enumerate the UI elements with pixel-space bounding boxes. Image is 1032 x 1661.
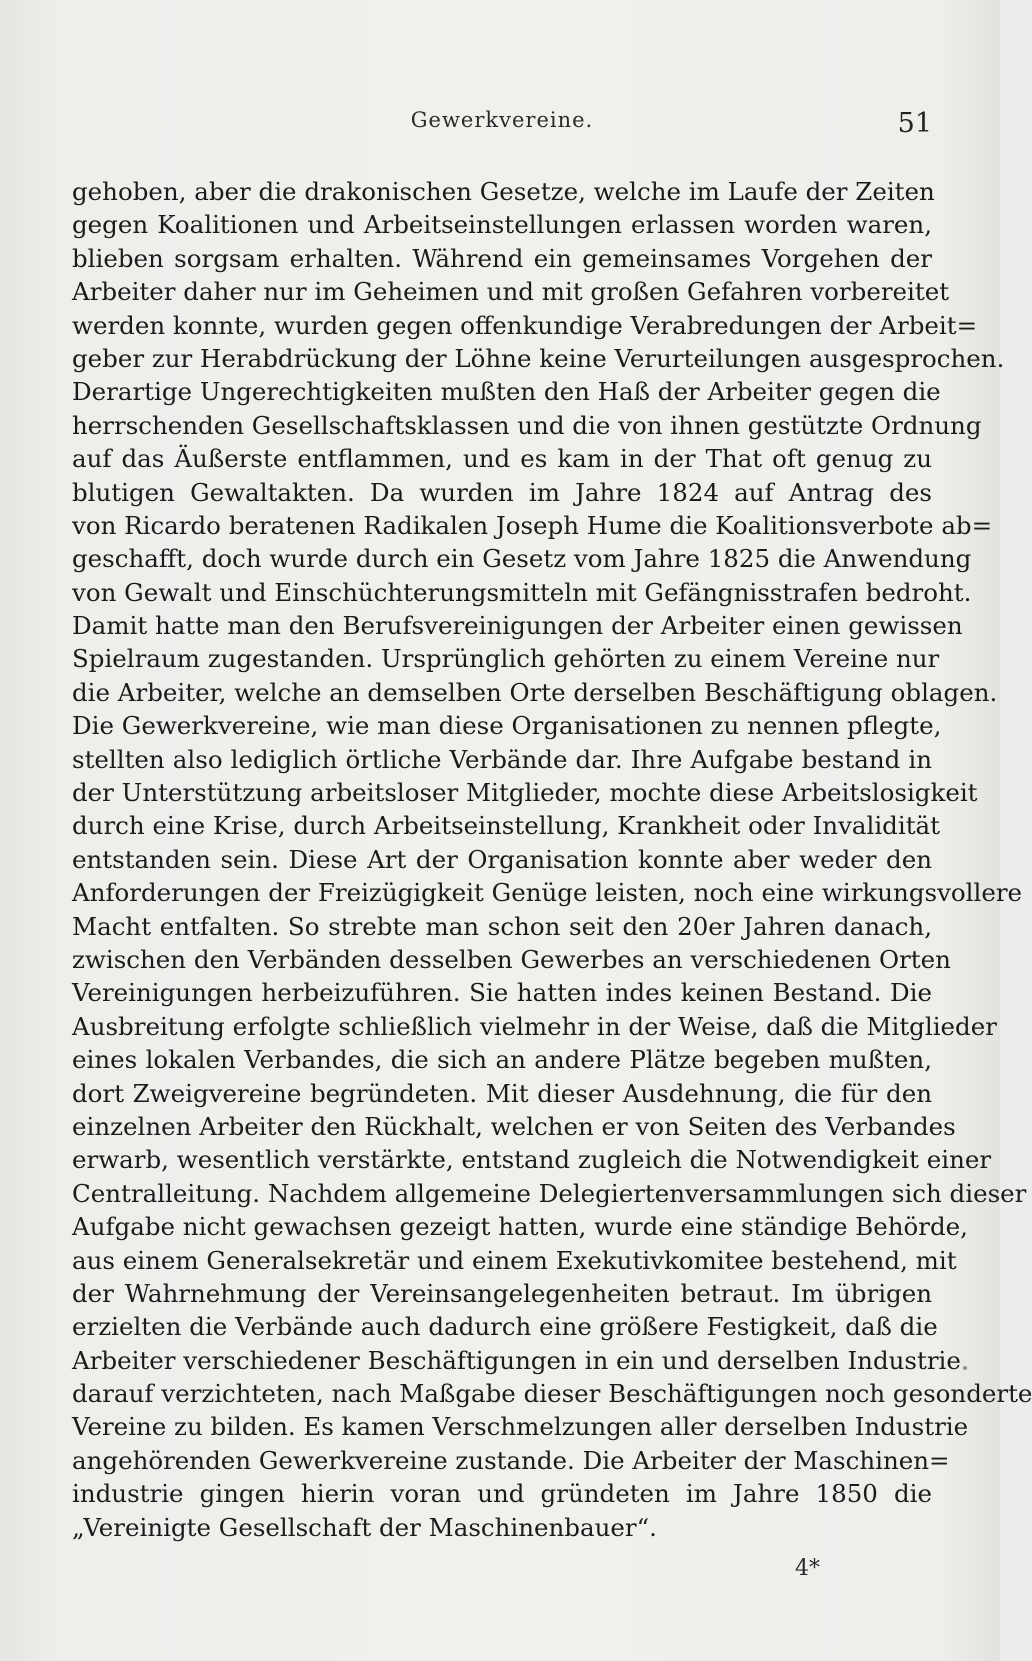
text-line: einzelnen Arbeiter den Rückhalt, welchen er von Seiten des Verbandes (72, 1111, 956, 1141)
text-line: die Arbeiter, welche an demselben Orte derselben Beschäftigung oblagen. (72, 677, 998, 707)
running-title: Gewerkvereine. (410, 108, 594, 132)
text-line: Macht entfalten. So strebte man schon seit den 20er Jahren danach, (72, 911, 932, 941)
text-line: „Vereinigte Gesellschaft der Maschinenbauer“. (72, 1512, 657, 1542)
text-line: von Gewalt und Einschüchterungsmitteln mit Gefängnisstrafen bedroht. (72, 577, 972, 607)
text-line: Arbeiter daher nur im Geheimen und mit großen Gefahren vorbereitet (72, 277, 950, 307)
text-line: blieben sorgsam erhalten. Während ein gemeinsames Vorgehen der (72, 243, 932, 273)
text-line: darauf verzichteten, nach Maßgabe dieser Beschäftigungen noch gesonderte (72, 1379, 1032, 1409)
text-line: von Ricardo beratenen Radikalen Joseph Hume die Koalitionsverbote ab= (72, 510, 993, 540)
text-line: Arbeiter verschiedener Beschäftigungen in ein und derselben Industrie (72, 1345, 961, 1375)
text-line: Spielraum zugestanden. Ursprünglich gehörten zu einem Vereine nur (72, 644, 940, 674)
text-line: Anforderungen der Freizügigkeit Genüge leisten, noch eine wirkungsvollere (72, 878, 1023, 908)
text-line: durch eine Krise, durch Arbeitseinstellung, Krankheit oder Invalidität (72, 811, 941, 841)
text-line: Damit hatte man den Berufsvereinigungen der Arbeiter einen gewissen (72, 611, 963, 641)
text-line: werden konnte, wurden gegen offenkundige Verabredungen der Arbeit= (72, 310, 978, 340)
signature-mark: 4* (795, 1556, 820, 1581)
text-line: aus einem Generalsekretär und einem Exekutivkomitee bestehend, mit (72, 1245, 957, 1275)
text-line: geschafft, doch wurde durch ein Gesetz vom Jahre 1825 die Anwendung (72, 544, 972, 574)
text-line: zwischen den Verbänden desselben Gewerbes an verschiedenen Orten (72, 944, 951, 974)
text-line: eines lokalen Verbandes, die sich an andere Plätze begeben mußten, (72, 1045, 932, 1075)
text-line: gehoben, aber die drakonischen Gesetze, welche im Laufe der Zeiten (72, 177, 935, 206)
text-line: der Unterstützung arbeitsloser Mitglieder, mochte diese Arbeitslosigkeit (72, 778, 978, 808)
text-line: erzielten die Verbände auch dadurch eine größere Festigkeit, daß die (72, 1312, 938, 1342)
text-line: der Wahrnehmung der Vereinsangelegenheiten betraut. Im übrigen (72, 1278, 932, 1308)
text-line: gegen Koalitionen und Arbeitseinstellungen erlassen worden waren, (72, 210, 932, 240)
text-line: Centralleitung. Nachdem allgemeine Delegiertenversammlungen sich dieser (72, 1178, 1027, 1208)
text-line: herrschenden Gesellschaftsklassen und die von ihnen gestützte Ordnung (72, 410, 982, 440)
text-line: Vereine zu bilden. Es kamen Verschmelzungen aller derselben Industrie (72, 1412, 969, 1442)
text-line: blutigen Gewaltakten. Da wurden im Jahre 1824 auf Antrag des (72, 477, 932, 507)
text-line: Vereinigungen herbeizuführen. Sie hatten indes keinen Bestand. Die (72, 978, 932, 1008)
text-line: Die Gewerkvereine, wie man diese Organisationen zu nennen pflegte, (72, 711, 942, 741)
running-head (72, 108, 932, 148)
text-line: stellten also lediglich örtliche Verbände dar. Ihre Aufgabe bestand in (72, 744, 932, 774)
text-line: Derartige Ungerechtigkeiten mußten den Haß der Arbeiter gegen die (72, 377, 941, 407)
text-line: angehörenden Gewerkvereine zustande. Die Arbeiter der Maschinen= (72, 1445, 950, 1475)
text-line: geber zur Herabdrückung der Löhne keine Verurteilungen ausgesprochen. (72, 343, 1005, 373)
body-text (72, 175, 1032, 1544)
text-line: erwarb, wesentlich verstärkte, entstand zugleich die Notwendigkeit einer (72, 1145, 992, 1175)
text-line: industrie gingen hierin voran und gründeten im Jahre 1850 die (72, 1479, 932, 1509)
text-line: Aufgabe nicht gewachsen gezeigt hatten, wurde eine ständige Behörde, (72, 1212, 968, 1242)
paper-speck (963, 1366, 967, 1370)
page-number: 51 (897, 108, 932, 139)
text-line: auf das Äußerste entflammen, und es kam in der That oft genug zu (72, 444, 932, 474)
text-line: entstanden sein. Diese Art der Organisation konnte aber weder den (72, 844, 932, 874)
text-line: Ausbreitung erfolgte schließlich vielmehr in der Weise, daß die Mitglieder (72, 1011, 997, 1041)
text-line: dort Zweigvereine begründeten. Mit dieser Ausdehnung, die für den (72, 1078, 932, 1108)
